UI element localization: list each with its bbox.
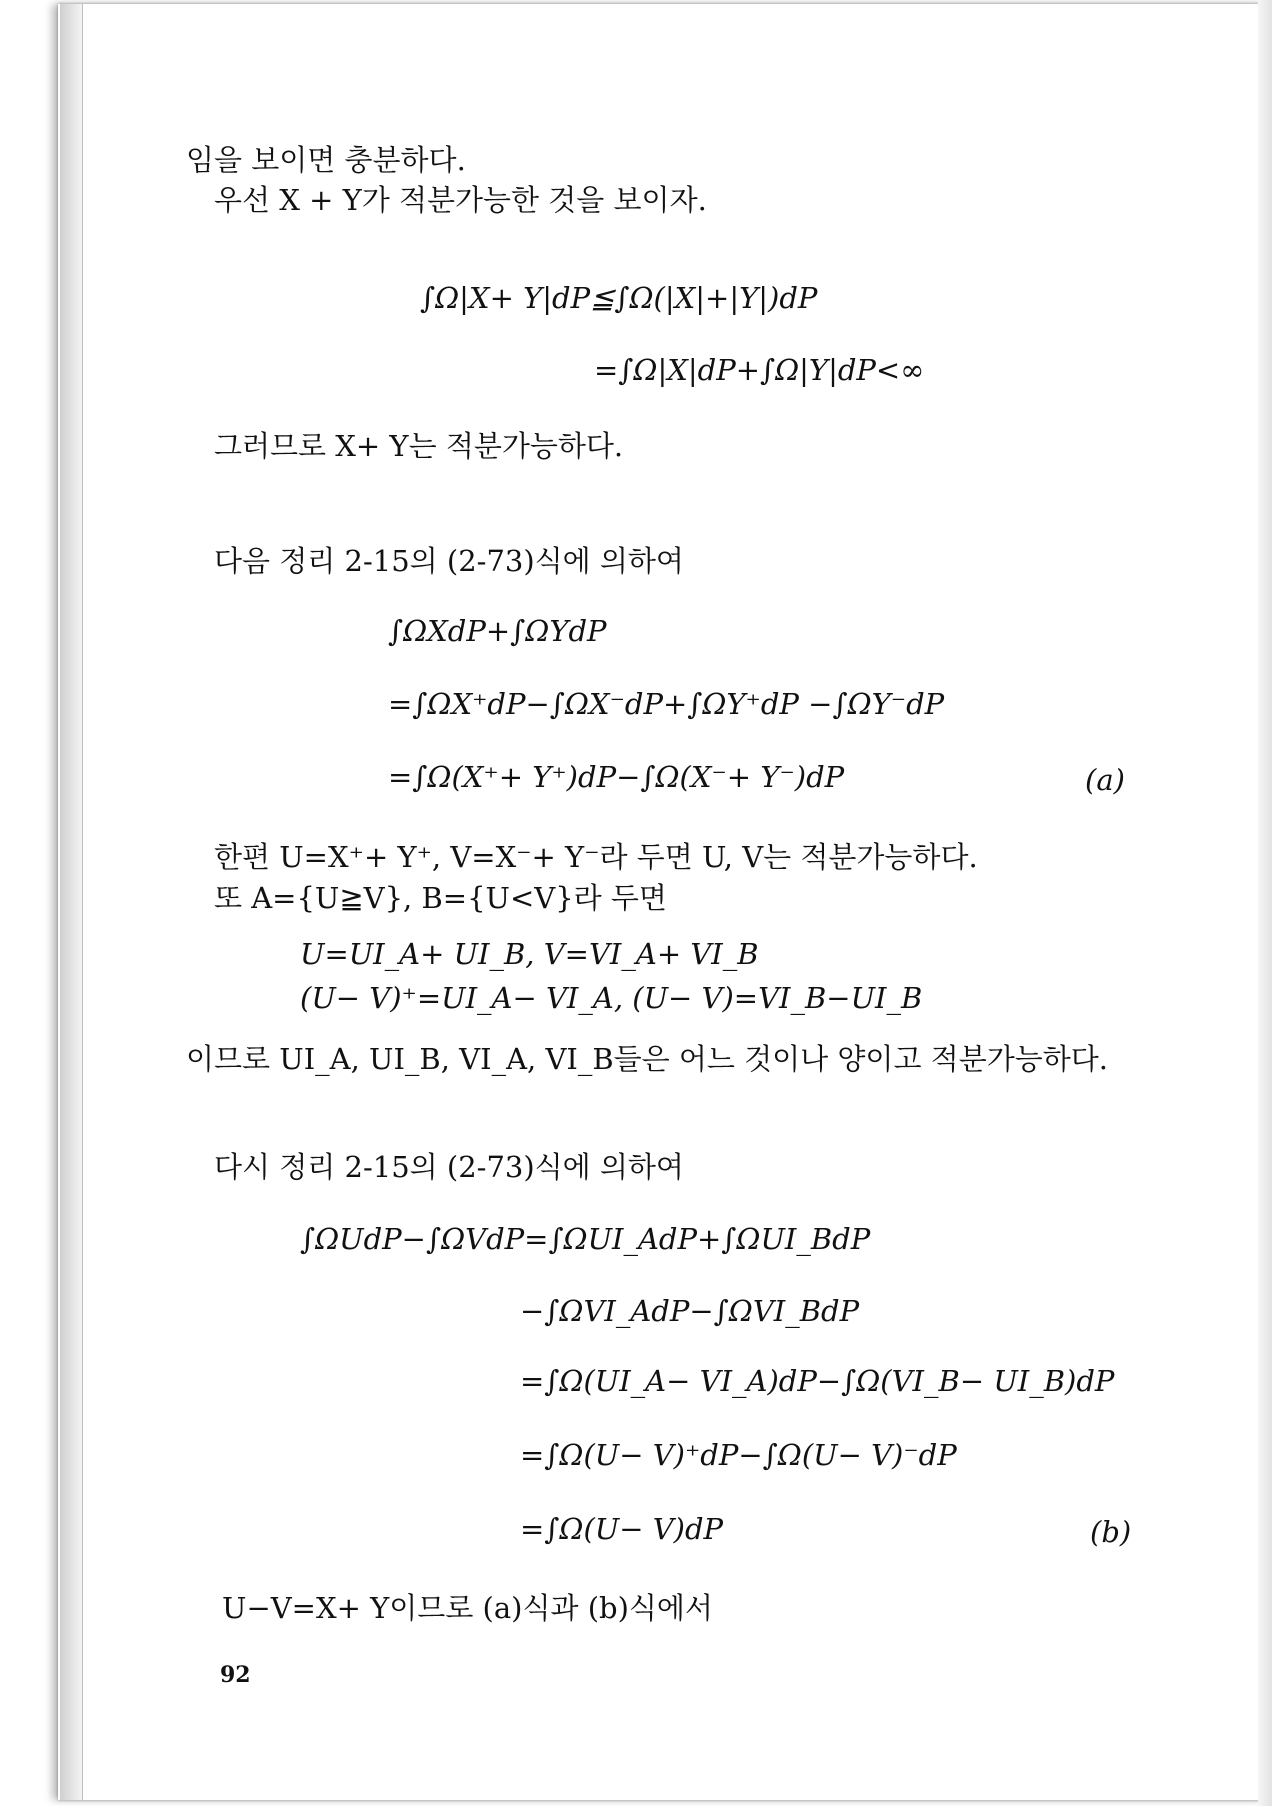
text-line: 다시 정리 2-15의 (2-73)식에 의하여 bbox=[214, 1150, 684, 1184]
equation-label-a: (a) bbox=[1085, 763, 1125, 797]
equation-line: =∫Ω(X⁺+ Y⁺)dP−∫Ω(X⁻+ Y⁻)dP bbox=[388, 760, 845, 794]
text-line: 한편 U=X⁺+ Y⁺, V=X⁻+ Y⁻라 두면 U, V는 적분가능하다. bbox=[214, 840, 978, 874]
text-line: 또 A={U≧V}, B={U<V}라 두면 bbox=[214, 881, 667, 915]
page-spine bbox=[60, 4, 83, 1800]
equation-line: (U− V)⁺=UI_A− VI_A, (U− V)=VI_B−UI_B bbox=[300, 981, 923, 1015]
equation-line: −∫ΩVI_AdP−∫ΩVI_BdP bbox=[520, 1294, 860, 1328]
equation-line: ∫ΩUdP−∫ΩVdP=∫ΩUI_AdP+∫ΩUI_BdP bbox=[300, 1222, 871, 1256]
equation-line: =∫Ω(U− V)dP bbox=[520, 1512, 724, 1546]
equation-line: ∫ΩXdP+∫ΩYdP bbox=[388, 614, 607, 648]
equation-line: =∫Ω(UI_A− VI_A)dP−∫Ω(VI_B− UI_B)dP bbox=[520, 1364, 1115, 1398]
page-edge bbox=[1258, 0, 1272, 1806]
text-line: 임을 보이면 충분하다. bbox=[186, 143, 466, 177]
equation-line: =∫Ω(U− V)⁺dP−∫Ω(U− V)⁻dP bbox=[520, 1438, 957, 1472]
equation-line: =∫ΩX⁺dP−∫ΩX⁻dP+∫ΩY⁺dP −∫ΩY⁻dP bbox=[388, 687, 945, 721]
text-line: 이므로 UI_A, UI_B, VI_A, VI_B들은 어느 것이나 양이고 적분가능하다. bbox=[186, 1042, 1108, 1076]
page-number: 92 bbox=[220, 1662, 251, 1688]
text-line: 그러므로 X+ Y는 적분가능하다. bbox=[214, 429, 624, 463]
text-line: 우선 X + Y가 적분가능한 것을 보이자. bbox=[214, 183, 707, 217]
text-line: 다음 정리 2-15의 (2-73)식에 의하여 bbox=[214, 544, 684, 578]
equation-label-b: (b) bbox=[1090, 1515, 1132, 1549]
equation-line: ∫Ω|X+ Y|dP≦∫Ω(|X|+|Y|)dP bbox=[420, 281, 818, 315]
equation-line: =∫Ω|X|dP+∫Ω|Y|dP<∞ bbox=[594, 353, 925, 387]
equation-line: U=UI_A+ UI_B, V=VI_A+ VI_B bbox=[300, 937, 759, 971]
text-line: U−V=X+ Y이므로 (a)식과 (b)식에서 bbox=[222, 1591, 713, 1625]
